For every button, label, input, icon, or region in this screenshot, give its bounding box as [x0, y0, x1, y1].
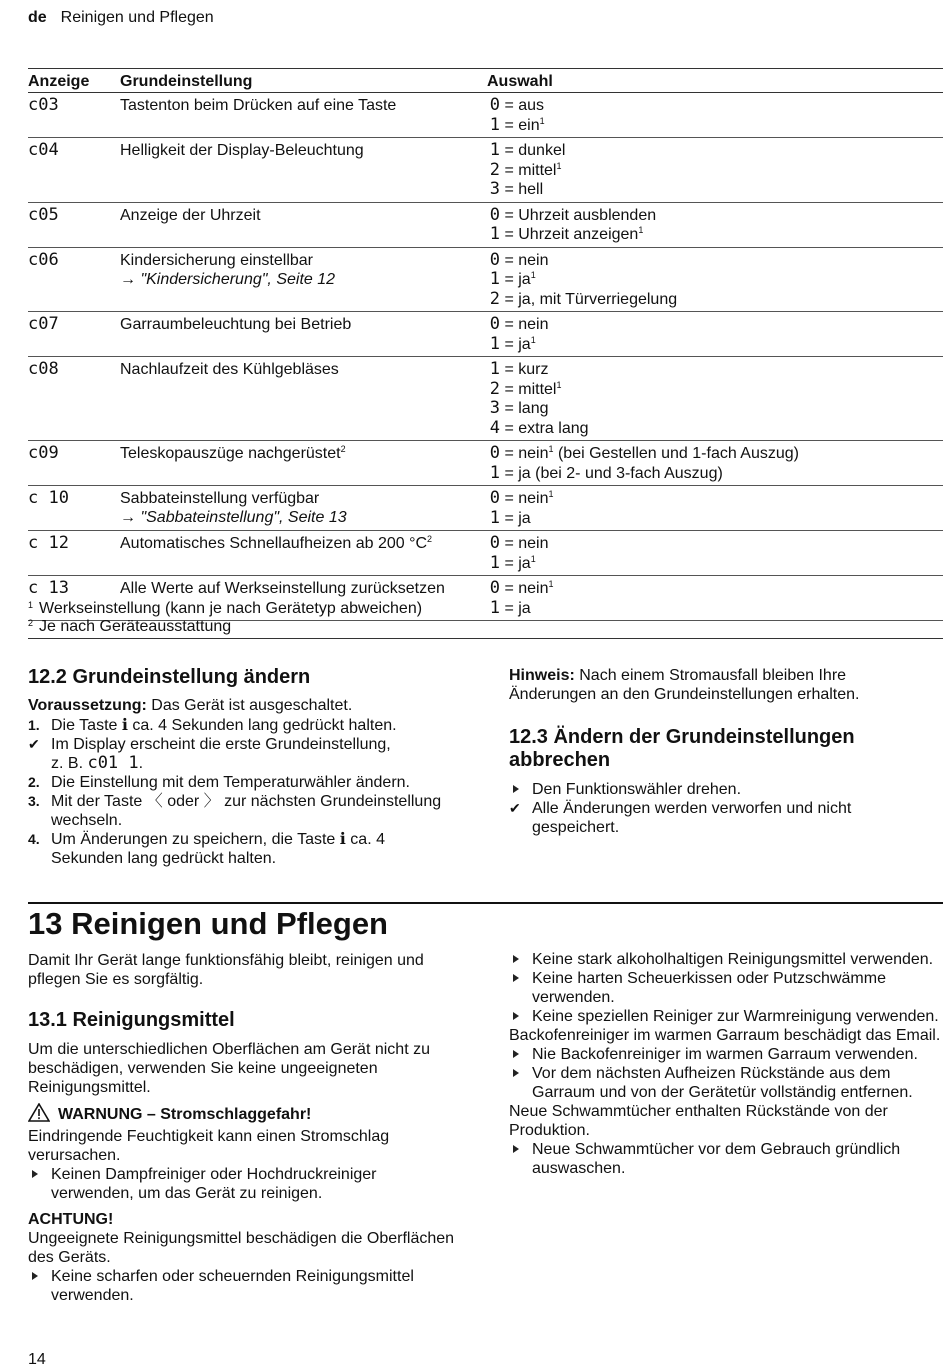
table-row	[28, 312, 943, 357]
option-value: 0	[489, 533, 500, 553]
table-row	[28, 486, 943, 531]
option-line	[487, 335, 943, 355]
bullet-icon	[513, 955, 519, 963]
column-header-anzeige: Anzeige	[28, 69, 120, 93]
paragraph: Neue Schwammtücher enthalten Rückstände von der Produktion.	[509, 1103, 888, 1139]
option-value: 1	[489, 114, 500, 135]
options-cell	[487, 138, 943, 203]
display-code: c08	[28, 359, 59, 379]
warning-triangle-icon	[28, 1103, 50, 1127]
list-item: Nie Backofenreiniger im warmen Garraum verwenden.	[509, 1045, 943, 1064]
caution-list	[28, 1267, 458, 1305]
display-code: c05	[28, 204, 59, 225]
option-value: 1	[489, 597, 500, 618]
setting-description-cell	[120, 93, 487, 138]
list-item: Vor dem nächsten Aufheizen Rückstände aus dem Garraum und von der Gerätetür vollständig entfernen.	[509, 1064, 943, 1102]
footnote-marker: 2	[340, 444, 346, 454]
option-label: = ja	[504, 271, 531, 288]
chapter-13-left	[28, 906, 458, 1305]
page-header	[28, 8, 214, 27]
option-line	[487, 96, 943, 116]
option-label: = ein	[504, 116, 540, 134]
section-12-2	[28, 666, 460, 868]
display-code: c09	[28, 443, 59, 463]
section-title: 12.3 Ändern der Grundeinstellungen abbrechen	[509, 726, 855, 771]
header-title: Reinigen und Pflegen	[60, 9, 214, 26]
options-cell	[487, 441, 943, 486]
option-value: 1	[489, 359, 500, 379]
option-label: = mittel	[504, 380, 557, 398]
display-code: c 10	[28, 488, 69, 508]
table-row	[28, 357, 943, 441]
list-item: Keine speziellen Reiniger zur Warmreinigung verwenden.	[509, 1007, 943, 1026]
option-value: 2	[489, 378, 500, 399]
option-line	[487, 141, 943, 161]
setting-description-cell	[120, 441, 487, 486]
option-label: = hell	[504, 181, 544, 198]
display-code-cell	[28, 138, 120, 203]
option-value: 1	[489, 552, 500, 573]
chapter-intro: Damit Ihr Gerät lange funktionsfähig bleibt, reinigen und pflegen Sie es sorgfältig.	[28, 952, 424, 988]
option-label: = ja	[504, 554, 531, 572]
list-item: 1. Die Taste ℹ ca. 4 Sekunden lang gedrückt halten.	[28, 717, 397, 734]
option-label: = ja, mit Türverriegelung	[504, 290, 678, 308]
table-row	[28, 202, 943, 247]
display-code-cell	[28, 531, 120, 576]
option-value: 1	[489, 269, 500, 289]
display-code-cell	[28, 202, 120, 247]
warning-text: Eindringende Feuchtigkeit kann einen Stromschlag verursachen.	[28, 1128, 390, 1164]
section-title: 12.2 Grundeinstellung ändern	[28, 666, 311, 688]
setting-description: Automatisches Schnellaufheizen ab 200 °C	[120, 535, 428, 552]
setting-description: Nachlaufzeit des Kühlgebläses	[120, 361, 339, 378]
options-cell	[487, 357, 943, 441]
table-header-row	[28, 69, 943, 93]
hint-note: Hinweis: Nach einem Stromausfall bleiben Ihre Änderungen an den Grundeinstellungen erhalten.	[509, 667, 860, 703]
option-value: 1	[489, 224, 500, 244]
option-line	[487, 161, 943, 181]
option-value: 4	[489, 417, 500, 438]
cleaning-list-2	[509, 1045, 943, 1102]
bullet-icon	[32, 1272, 38, 1280]
option-value: 0	[489, 443, 500, 463]
option-note: (bei Gestellen und 1-fach Auszug)	[553, 445, 799, 462]
bullet-icon	[513, 1069, 519, 1077]
option-line	[487, 489, 943, 509]
option-label: = ja	[504, 335, 531, 353]
display-code-cell	[28, 247, 120, 312]
cleaning-list-3	[509, 1140, 943, 1178]
chapter-13-right	[509, 950, 943, 1178]
paragraph: Backofenreiniger im warmen Garraum beschädigt das Email.	[509, 1027, 941, 1044]
option-value: 2	[489, 159, 500, 180]
list-item: ✔ Im Display erscheint die erste Grundeinstellung, z. B. c01 1.	[28, 736, 391, 773]
setting-description: Garraumbeleuchtung bei Betrieb	[120, 316, 352, 333]
setting-description: Anzeige der Uhrzeit	[120, 206, 261, 224]
footnote: $^1$ Werkseinstellung (kann je nach Gerätetyp abweichen)	[28, 600, 423, 617]
list-item: Keine stark alkoholhaltigen Reinigungsmittel verwenden.	[509, 950, 943, 969]
display-code: c01 1	[87, 753, 139, 773]
setting-description-cell	[120, 202, 487, 247]
info-key-icon: ℹ	[339, 831, 346, 848]
list-item: 3. Mit der Taste 〈 oder 〉 zur nächsten Grundeinstellung wechseln.	[28, 793, 442, 829]
option-line	[487, 419, 943, 439]
display-code: c06	[28, 249, 59, 270]
option-line	[487, 206, 943, 226]
list-item: Keinen Dampfreiniger oder Hochdruckreiniger verwenden, um das Gerät zu reinigen.	[28, 1165, 458, 1203]
list-item: Keine harten Scheuerkissen oder Putzschwämme verwenden.	[509, 969, 943, 1007]
step-list	[28, 716, 460, 868]
options-cell	[487, 93, 943, 138]
option-label: = nein	[504, 316, 549, 333]
option-label: = nein	[504, 490, 549, 507]
list-item: Neue Schwammtücher vor dem Gebrauch gründlich auswaschen.	[509, 1140, 943, 1178]
option-value: 0	[489, 249, 500, 270]
bullet-icon	[513, 1145, 519, 1153]
option-line	[487, 180, 943, 200]
option-value: 1	[489, 140, 500, 160]
display-code: c03	[28, 95, 59, 115]
option-label: = ja	[504, 509, 531, 527]
option-value: 2	[489, 288, 500, 309]
footnote-marker: 1	[556, 160, 562, 171]
option-label: = Uhrzeit ausblenden	[504, 206, 657, 224]
section-intro: Um die unterschiedlichen Oberflächen am Gerät nicht zu beschädigen, verwenden Sie keine ungeeigneten Reinigungsmittel.	[28, 1041, 430, 1096]
footnote-marker: 1	[530, 553, 536, 564]
table-row	[28, 93, 943, 138]
check-icon: ✔	[28, 736, 40, 752]
cross-reference-link[interactable]: → "Sabbateinstellung", Seite 13	[120, 509, 347, 526]
list-item: Den Funktionswähler drehen.	[509, 780, 929, 799]
list-item: 4. Um Änderungen zu speichern, die Taste ℹ ca. 4 Sekunden lang gedrückt halten.	[28, 831, 385, 867]
setting-description-cell	[120, 312, 487, 357]
warning-list	[28, 1165, 458, 1203]
option-line	[487, 399, 943, 419]
option-value: 0	[489, 488, 500, 508]
footnote-marker: 2	[427, 534, 433, 544]
setting-description-cell	[120, 531, 487, 576]
caution-title: ACHTUNG!	[28, 1211, 114, 1228]
setting-description: Kindersicherung einstellbar	[120, 251, 313, 269]
column-header-grundeinstellung: Grundeinstellung	[120, 69, 487, 93]
chapter-divider	[28, 902, 943, 904]
setting-description: Tastenton beim Drücken auf eine Taste	[120, 97, 397, 114]
options-cell	[487, 202, 943, 247]
bullet-icon	[32, 1170, 38, 1178]
setting-description: Alle Werte auf Werkseinstellung zurücksetzen	[120, 580, 445, 597]
bullet-icon	[513, 974, 519, 982]
display-code-cell	[28, 441, 120, 486]
option-label: = nein	[504, 251, 549, 269]
option-value: 1	[489, 333, 500, 354]
footnote-marker: 1	[548, 489, 554, 499]
display-code-cell	[28, 357, 120, 441]
options-cell	[487, 531, 943, 576]
option-label: = ja	[504, 599, 531, 617]
cross-reference-link[interactable]: → "Kindersicherung", Seite 12	[120, 270, 336, 288]
option-line	[487, 380, 943, 400]
list-item: ✔ Alle Änderungen werden verworfen und nicht gespeichert.	[509, 800, 852, 836]
column-header-auswahl: Auswahl	[487, 69, 943, 93]
option-value: 0	[489, 314, 500, 334]
section-title: 13.1 Reinigungsmittel	[28, 1009, 235, 1031]
caution-text: Ungeeignete Reinigungsmittel beschädigen die Oberflächen des Geräts.	[28, 1230, 455, 1266]
footnote-marker: 1	[556, 379, 562, 390]
footnote-marker: 1	[530, 334, 536, 345]
option-label: = nein	[504, 445, 549, 462]
option-label: = lang	[504, 400, 549, 417]
right-column-12	[509, 666, 929, 837]
option-line	[487, 464, 943, 484]
bullet-icon	[513, 1050, 519, 1058]
option-label: = dunkel	[504, 142, 566, 159]
option-line	[487, 116, 943, 136]
setting-description: Teleskopauszüge nachgerüstet	[120, 445, 341, 462]
setting-description-cell	[120, 247, 487, 312]
option-value: 1	[489, 462, 500, 483]
setting-description: Helligkeit der Display-Beleuchtung	[120, 142, 364, 159]
list-item: 2. Die Einstellung mit dem Temperaturwähler ändern.	[28, 774, 410, 791]
option-value: 0	[489, 204, 500, 225]
display-code: c 13	[28, 578, 69, 598]
action-list	[509, 780, 929, 837]
option-label: = extra lang	[504, 419, 589, 437]
option-value: 0	[489, 95, 500, 115]
table-row	[28, 247, 943, 312]
option-line	[487, 554, 943, 574]
footnote-marker: 1	[548, 579, 554, 589]
prerequisite: Voraussetzung: Das Gerät ist ausgeschaltet.	[28, 697, 353, 714]
option-label: = nein	[504, 535, 549, 552]
option-value: 0	[489, 578, 500, 598]
footnote-marker: 1	[548, 444, 554, 454]
display-code: c04	[28, 140, 59, 160]
option-line	[487, 444, 943, 464]
settings-table	[28, 68, 943, 621]
option-value: 1	[489, 507, 500, 528]
option-label: = nein	[504, 580, 549, 597]
option-line	[487, 315, 943, 335]
display-code: c 12	[28, 533, 69, 553]
display-code: c07	[28, 314, 59, 334]
footnote-marker: 1	[539, 115, 545, 126]
footnote: $^2$ Je nach Geräteausstattung	[28, 618, 232, 635]
option-line	[487, 509, 943, 529]
options-cell	[487, 247, 943, 312]
option-value: 3	[489, 179, 500, 199]
page-number: 14	[28, 1351, 46, 1368]
options-cell	[487, 312, 943, 357]
option-line	[487, 251, 943, 271]
bullet-icon	[513, 785, 519, 793]
check-icon: ✔	[509, 800, 521, 816]
table-row	[28, 531, 943, 576]
table-row	[28, 138, 943, 203]
list-item: Keine scharfen oder scheuernden Reinigungsmittel verwenden.	[28, 1267, 458, 1305]
table-row	[28, 441, 943, 486]
display-code-cell	[28, 93, 120, 138]
option-line	[487, 270, 943, 290]
option-label: = kurz	[504, 361, 549, 378]
bullet-icon	[513, 1012, 519, 1020]
display-code-cell	[28, 486, 120, 531]
option-label: = mittel	[504, 161, 557, 179]
footnote-marker: 1	[530, 270, 536, 280]
option-value: 3	[489, 398, 500, 418]
display-code-cell	[28, 312, 120, 357]
language-code: de	[28, 9, 47, 26]
option-line	[487, 534, 943, 554]
setting-description-cell	[120, 357, 487, 441]
option-line	[487, 225, 943, 245]
setting-description: Sabbateinstellung verfügbar	[120, 490, 320, 507]
option-line	[487, 360, 943, 380]
warning-title: WARNUNG – Stromschlaggefahr!	[28, 1103, 458, 1127]
option-line	[487, 290, 943, 310]
option-label: = Uhrzeit anzeigen	[504, 226, 639, 243]
setting-description-cell	[120, 486, 487, 531]
footnote-marker: 1	[638, 225, 644, 235]
option-line	[487, 579, 943, 599]
options-cell	[487, 486, 943, 531]
table-footnotes	[28, 597, 943, 639]
chapter-title: 13 Reinigen und Pflegen	[28, 906, 388, 941]
option-label: = ja (bei 2- und 3-fach Auszug)	[504, 464, 723, 482]
option-label: = aus	[504, 97, 545, 114]
cleaning-list-1	[509, 950, 943, 1026]
info-key-icon: ℹ	[121, 717, 128, 734]
setting-description-cell	[120, 138, 487, 203]
